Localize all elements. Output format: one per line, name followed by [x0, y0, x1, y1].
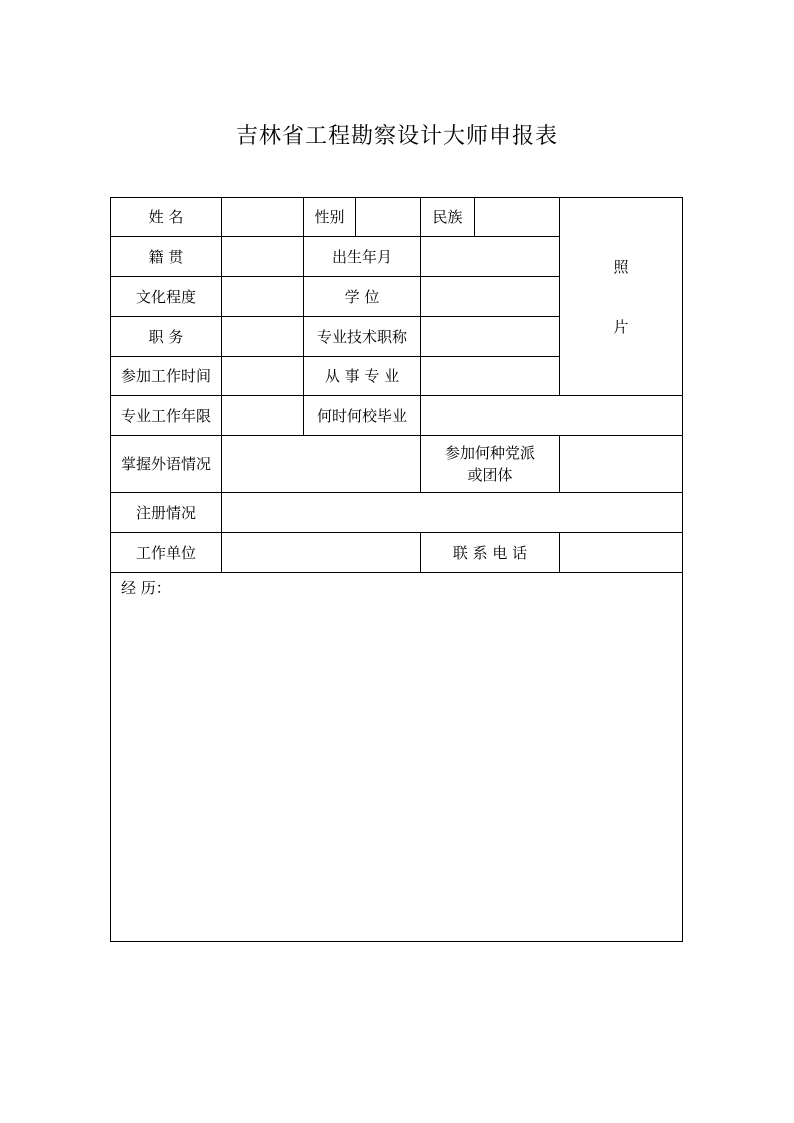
- foreign-language-field[interactable]: [221, 435, 421, 493]
- gender-label: 性别: [303, 197, 356, 237]
- work-years-label: 专业工作年限: [110, 395, 222, 436]
- position-field[interactable]: [221, 316, 304, 357]
- native-place-label: 籍 贯: [110, 236, 222, 277]
- foreign-language-label: 掌握外语情况: [110, 435, 222, 493]
- tech-title-label: 专业技术职称: [303, 316, 421, 357]
- birth-date-label: 出生年月: [303, 236, 421, 277]
- photo-box[interactable]: [559, 197, 683, 396]
- work-start-field[interactable]: [221, 356, 304, 396]
- form-title: 吉林省工程勘察设计大师申报表: [235, 124, 558, 149]
- party-label: 参加何种党派 或团体: [420, 435, 560, 493]
- ethnicity-field[interactable]: [474, 197, 560, 237]
- work-unit-field[interactable]: [221, 532, 421, 573]
- work-years-field[interactable]: [221, 395, 304, 436]
- work-start-label: 参加工作时间: [110, 356, 222, 396]
- application-form: [110, 197, 683, 942]
- party-field[interactable]: [559, 435, 683, 493]
- registration-field[interactable]: [221, 492, 683, 533]
- gender-field[interactable]: [355, 197, 421, 237]
- education-field[interactable]: [221, 276, 304, 317]
- tech-title-field[interactable]: [420, 316, 560, 357]
- native-place-field[interactable]: [221, 236, 304, 277]
- degree-label: 学 位: [303, 276, 421, 317]
- registration-label: 注册情况: [110, 492, 222, 533]
- work-unit-label: 工作单位: [110, 532, 222, 573]
- name-label: 姓 名: [110, 197, 222, 237]
- name-field[interactable]: [221, 197, 304, 237]
- phone-field[interactable]: [559, 532, 683, 573]
- specialty-field[interactable]: [420, 356, 560, 396]
- ethnicity-label: 民族: [420, 197, 475, 237]
- phone-label: 联 系 电 话: [420, 532, 560, 573]
- photo-label-line1: 照: [613, 257, 629, 276]
- degree-field[interactable]: [420, 276, 560, 317]
- position-label: 职 务: [110, 316, 222, 357]
- birth-date-field[interactable]: [420, 236, 560, 277]
- graduation-label: 何时何校毕业: [303, 395, 421, 436]
- specialty-label: 从 事 专 业: [303, 356, 421, 396]
- experience-section[interactable]: [110, 572, 683, 942]
- experience-label: 经 历：: [121, 579, 171, 597]
- education-label: 文化程度: [110, 276, 222, 317]
- photo-label-line2: 片: [613, 317, 629, 336]
- graduation-field[interactable]: [420, 395, 683, 436]
